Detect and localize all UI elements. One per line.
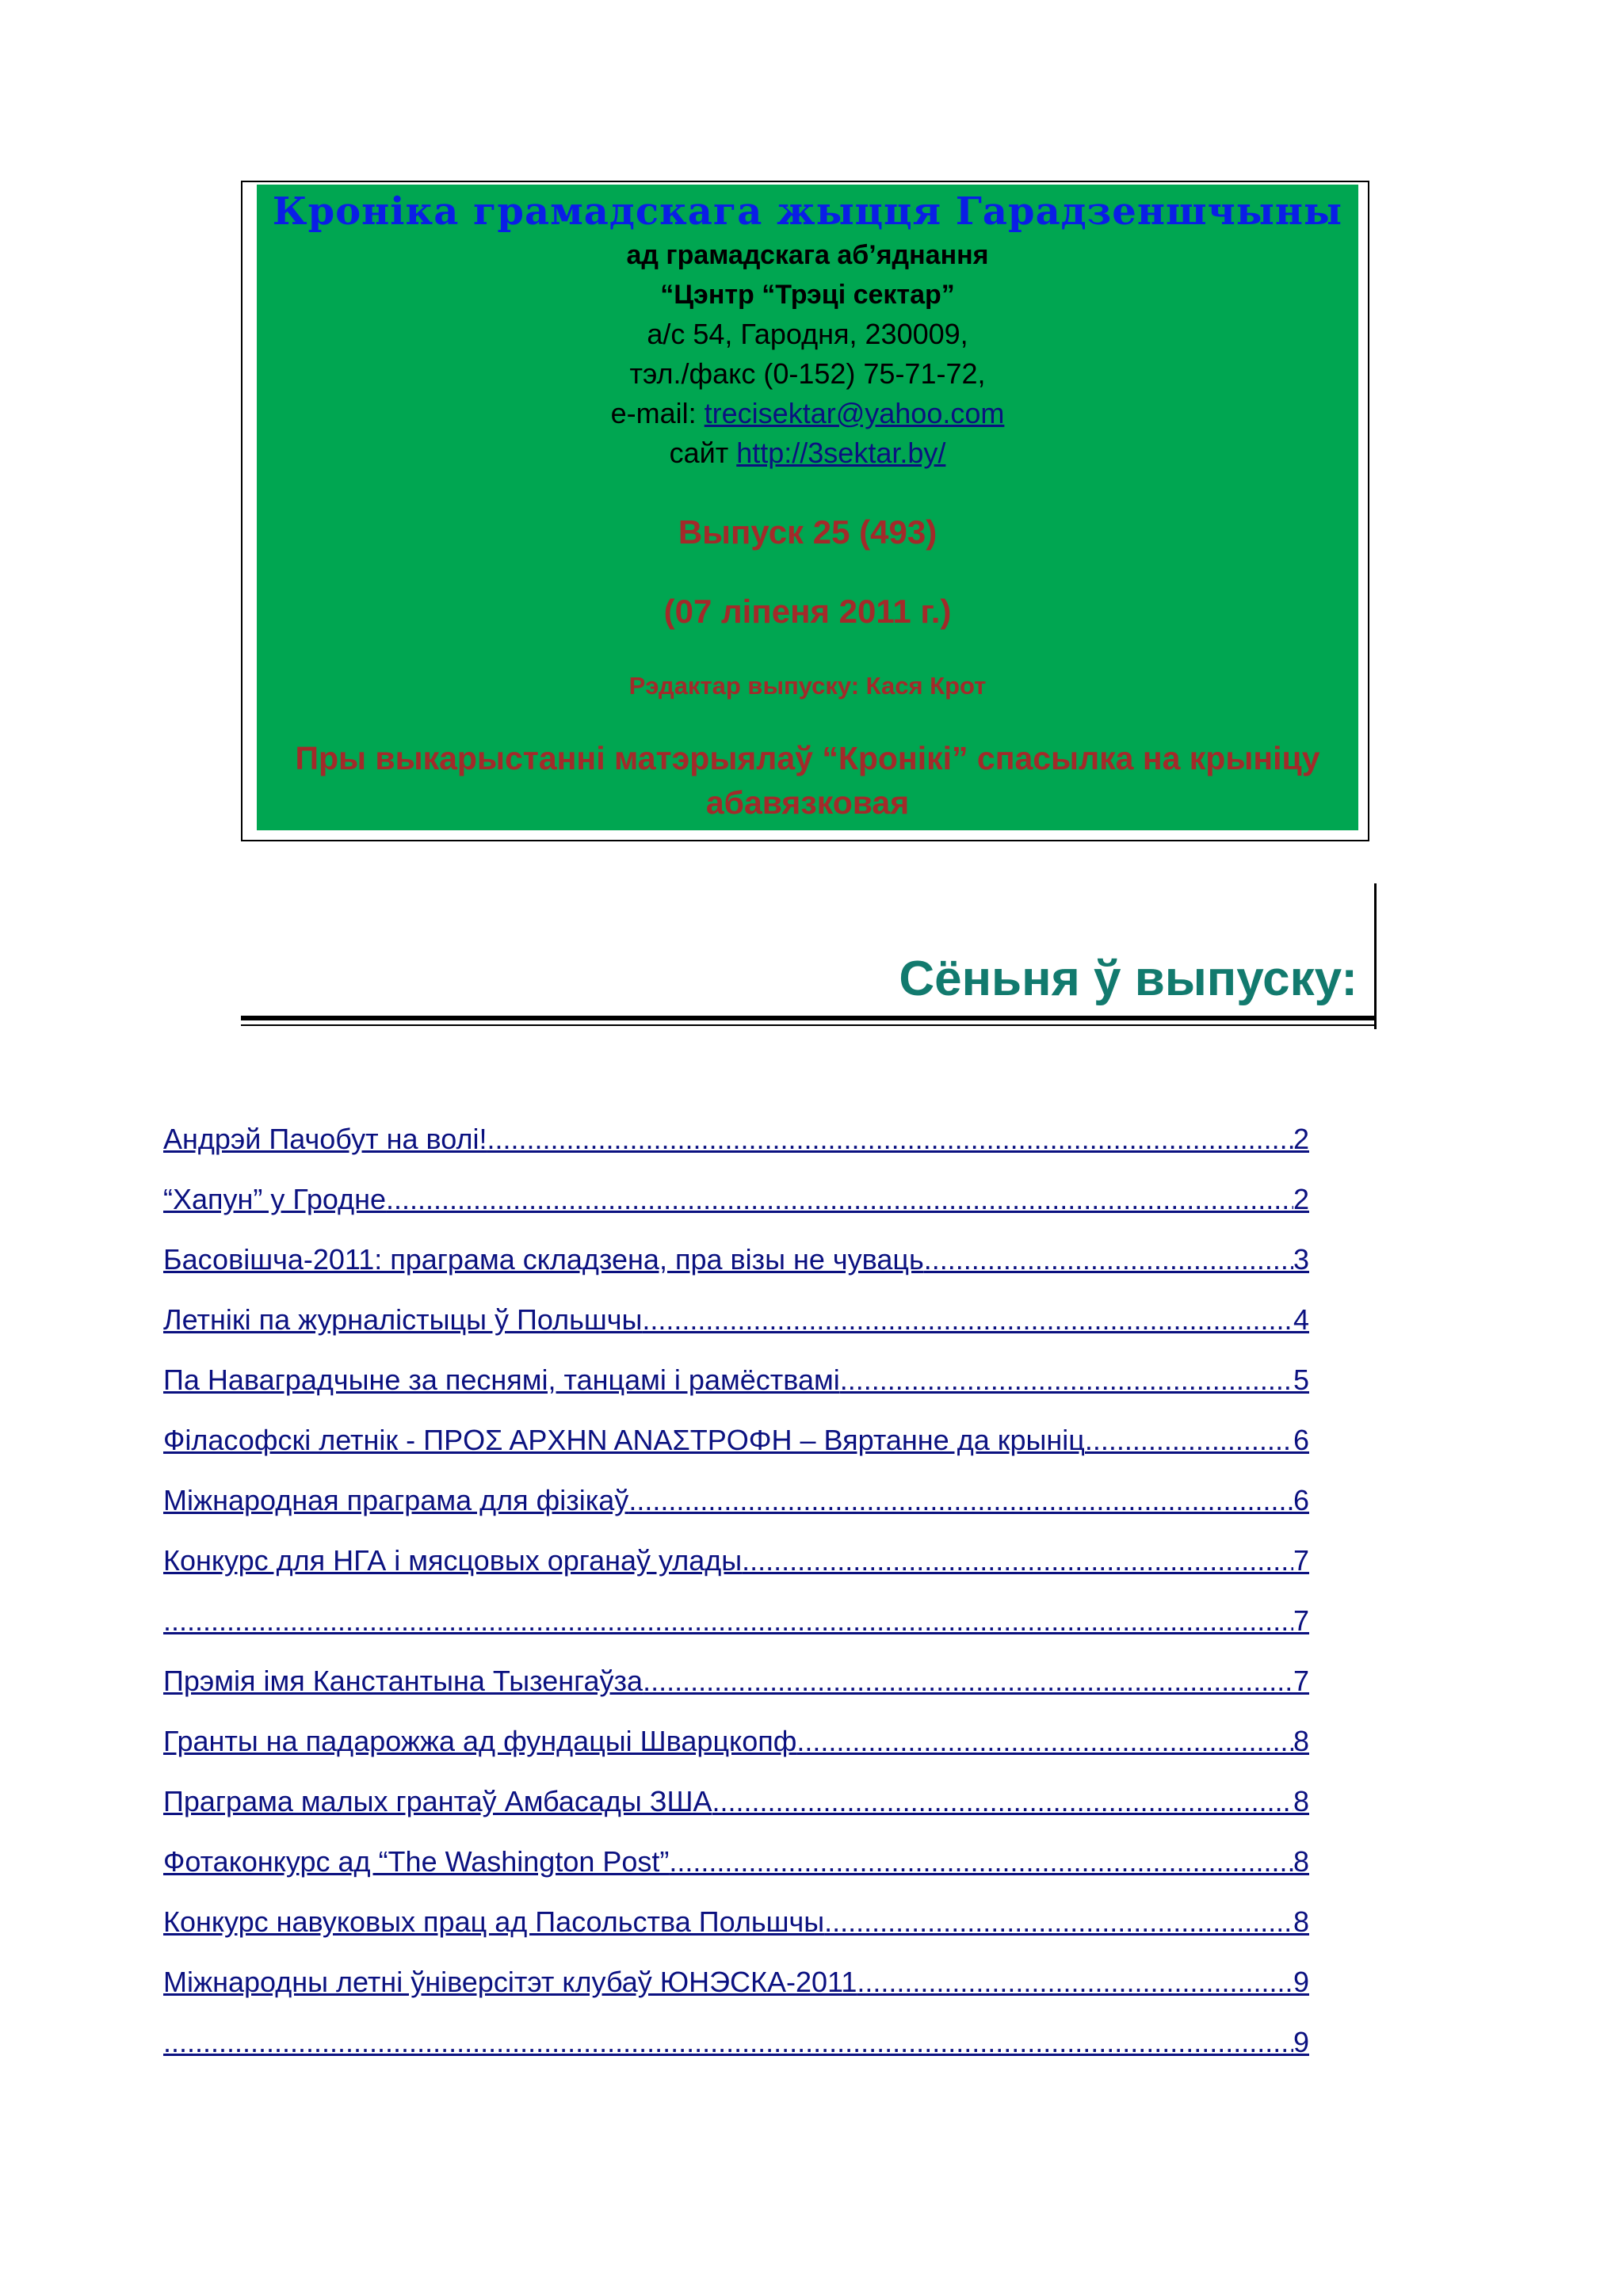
toc-entry-15[interactable] [163, 1966, 1309, 2026]
contents-heading: Сёньня ў выпуску: [899, 952, 1358, 1006]
heading-rule-thin [241, 1024, 1376, 1026]
address: а/с 54, Гародня, 230009, [647, 318, 968, 350]
site-line [257, 437, 1358, 470]
toc-page: 5 [1293, 1363, 1309, 1396]
toc-title: Басовішча-2011: праграма складзена, пра візы не чуваць [163, 1243, 924, 1276]
toc-title: Фотаконкурс ад “The Washington Post” [163, 1845, 670, 1878]
toc-leader [712, 1785, 1293, 1818]
toc-entry-4[interactable] [163, 1303, 1309, 1363]
toc-entry-2[interactable] [163, 1183, 1309, 1243]
citation-notice: Пры выкарыстанні матэрыялаў “Кронікі” спасылка на крыніцу абавязковая [295, 740, 1320, 821]
toc-page: 9 [1293, 2026, 1309, 2058]
toc-entry-1[interactable] [163, 1123, 1309, 1183]
toc-entry-7[interactable] [163, 1484, 1309, 1544]
header-banner [257, 185, 1358, 830]
toc-page: 8 [1293, 1905, 1309, 1938]
site-link[interactable]: http://3sektar.by/ [736, 437, 946, 469]
toc-leader [386, 1183, 1293, 1216]
toc-leader [642, 1303, 1293, 1337]
toc-entry-8[interactable] [163, 1544, 1309, 1604]
issue-date: (07 ліпеня 2011 г.) [663, 593, 952, 630]
org-line-2: “Цэнтр “Трэці сектар” [660, 280, 955, 310]
toc-page: 6 [1293, 1484, 1309, 1516]
editor-line: Рэдактар выпуску: Кася Крот [628, 672, 987, 700]
toc-entry-11[interactable] [163, 1725, 1309, 1785]
toc-title: Праграма малых грантаў Амбасады ЗША [163, 1785, 712, 1817]
toc-leader [163, 2026, 1293, 2059]
toc-page: 2 [1293, 1123, 1309, 1155]
toc-page: 3 [1293, 1243, 1309, 1276]
toc-title: Па Наваградчыне за песнямі, танцамі і рамёствамі [163, 1363, 840, 1396]
site-prefix: сайт [669, 437, 737, 469]
toc-entry-3[interactable] [163, 1243, 1309, 1303]
toc-leader [628, 1484, 1293, 1517]
toc-page: 7 [1293, 1604, 1309, 1637]
phone: тэл./факс (0-152) 75-71-72, [629, 357, 986, 390]
publication-title: Кроніка грамадскага жыцця Гарадзеншчыны [272, 189, 1343, 234]
toc-title: Гранты на падарожжа ад фундацыі Шварцкопф [163, 1725, 797, 1757]
toc-entry-13[interactable] [163, 1845, 1309, 1905]
toc-leader [643, 1665, 1293, 1698]
toc-title: Прэмія імя Канстантына Тызенгаўза [163, 1665, 643, 1697]
toc-leader [487, 1123, 1293, 1156]
toc-page: 7 [1293, 1544, 1309, 1577]
toc-leader [742, 1544, 1293, 1577]
toc-title: Міжнародны летні ўніверсітэт клубаў ЮНЭСКА-2011 [163, 1966, 857, 1998]
toc-entry-16[interactable] [163, 2026, 1309, 2086]
org-line-1: ад грамадскага аб’яднання [626, 240, 989, 270]
email-prefix: e-mail: [610, 397, 705, 429]
email-line [257, 397, 1358, 430]
toc-leader [796, 1725, 1293, 1758]
issue-number: Выпуск 25 (493) [678, 513, 938, 551]
toc-entry-9[interactable] [163, 1604, 1309, 1665]
toc-leader [924, 1243, 1293, 1276]
toc-leader [669, 1845, 1293, 1878]
toc-leader [840, 1363, 1293, 1397]
toc-leader [824, 1905, 1293, 1939]
toc-page: 8 [1293, 1845, 1309, 1878]
toc-page: 2 [1293, 1183, 1309, 1215]
vertical-rule [1374, 883, 1377, 1029]
toc-title: Міжнародная праграма для фізікаў [163, 1484, 629, 1516]
toc-title: Летнікі па журналістыцы ў Польшчы [163, 1303, 643, 1336]
toc-page: 4 [1293, 1303, 1309, 1336]
toc-entry-12[interactable] [163, 1785, 1309, 1845]
email-link[interactable]: trecisektar@yahoo.com [704, 397, 1005, 429]
toc-title: Конкурс навуковых прац ад Пасольства Польшчы [163, 1905, 825, 1938]
toc-page: 9 [1293, 1966, 1309, 1998]
toc-page: 8 [1293, 1725, 1309, 1757]
toc-entry-14[interactable] [163, 1905, 1309, 1966]
toc-leader [163, 1604, 1293, 1638]
toc-page: 6 [1293, 1424, 1309, 1456]
toc-title: Філасофскі летнік - ΠΡΟΣ ΑΡΧΗΝ ΑΝΑΣΤΡΟΦΗ – Вяртанне да крыніц [163, 1424, 1085, 1456]
toc-page: 8 [1293, 1785, 1309, 1817]
heading-rule-thick [241, 1016, 1376, 1020]
toc-entry-10[interactable] [163, 1665, 1309, 1725]
toc-title: Андрэй Пачобут на волі! [163, 1123, 487, 1155]
toc-leader [1085, 1424, 1293, 1457]
toc-page: 7 [1293, 1665, 1309, 1697]
toc-entry-5[interactable] [163, 1363, 1309, 1424]
toc-title: “Хапун” у Гродне [163, 1183, 387, 1215]
toc-entry-6[interactable] [163, 1424, 1309, 1484]
toc-leader [857, 1966, 1293, 1999]
table-of-contents [163, 1123, 1309, 2086]
header-box [241, 181, 1369, 841]
toc-title: Конкурс для НГА і мясцовых органаў улады [163, 1544, 743, 1577]
